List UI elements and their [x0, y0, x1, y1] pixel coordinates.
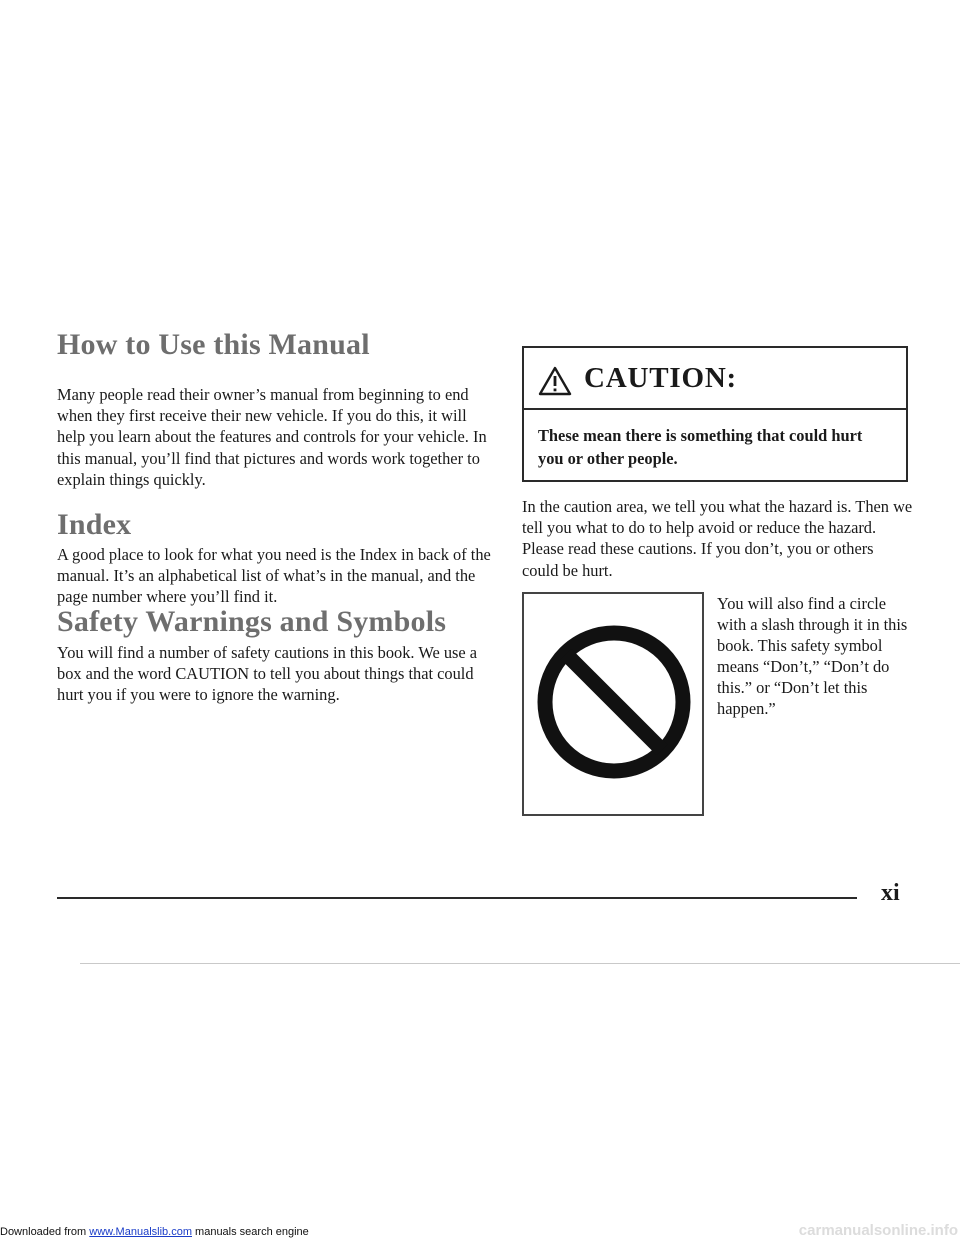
prohibition-icon [536, 624, 692, 780]
safety-paragraph: You will find a number of safety cautions in this book. We use a box and the word CAUTION to tell you about things that could hurt you if you were to ignore the warning. [57, 643, 478, 705]
symbol-box [522, 592, 704, 816]
manualslib-link[interactable]: www.Manualslib.com [89, 1226, 192, 1238]
scan-line [80, 963, 960, 964]
caution-header [524, 348, 906, 410]
how-to-use-heading: How to Use this Manual [57, 328, 370, 361]
index-heading: Index [57, 508, 132, 541]
caution-box [522, 346, 908, 482]
how-to-use-paragraph: Many people read their owner’s manual from beginning to end when they first receive their new vehicle. If you do this, it will help you learn about the features and controls for your vehicle. In this manual, you’ll find that pictures and words work together to explain things quickly. [57, 385, 487, 489]
caution-body: These mean there is something that could hurt you or other people. [538, 426, 863, 468]
footer-rule [57, 897, 857, 899]
index-paragraph: A good place to look for what you need is the Index in back of the manual. It’s an alphabetical list of what’s in the manual, and the page number where you’ll find it. [57, 545, 491, 607]
watermark: carmanualsonline.info [798, 1222, 958, 1239]
footer-suffix: manuals search engine [191, 1226, 309, 1238]
warning-triangle-icon [538, 366, 572, 396]
footer-prefix: Downloaded from [0, 1226, 90, 1238]
caution-area-paragraph: In the caution area, we tell you what the hazard is. Then we tell you what to do to help avoid or reduce the hazard. Please read these cautions. If you don’t, you or others could be hurt. [522, 497, 913, 580]
page-number: xi [881, 880, 900, 906]
caution-title: CAUTION: [584, 362, 738, 394]
symbol-paragraph: You will also find a circle with a slash through it in this book. This safety symbol means “Don’t,” “Don’t do this.” or “Don’t let this happen.” [717, 594, 908, 718]
safety-heading: Safety Warnings and Symbols [57, 605, 447, 638]
